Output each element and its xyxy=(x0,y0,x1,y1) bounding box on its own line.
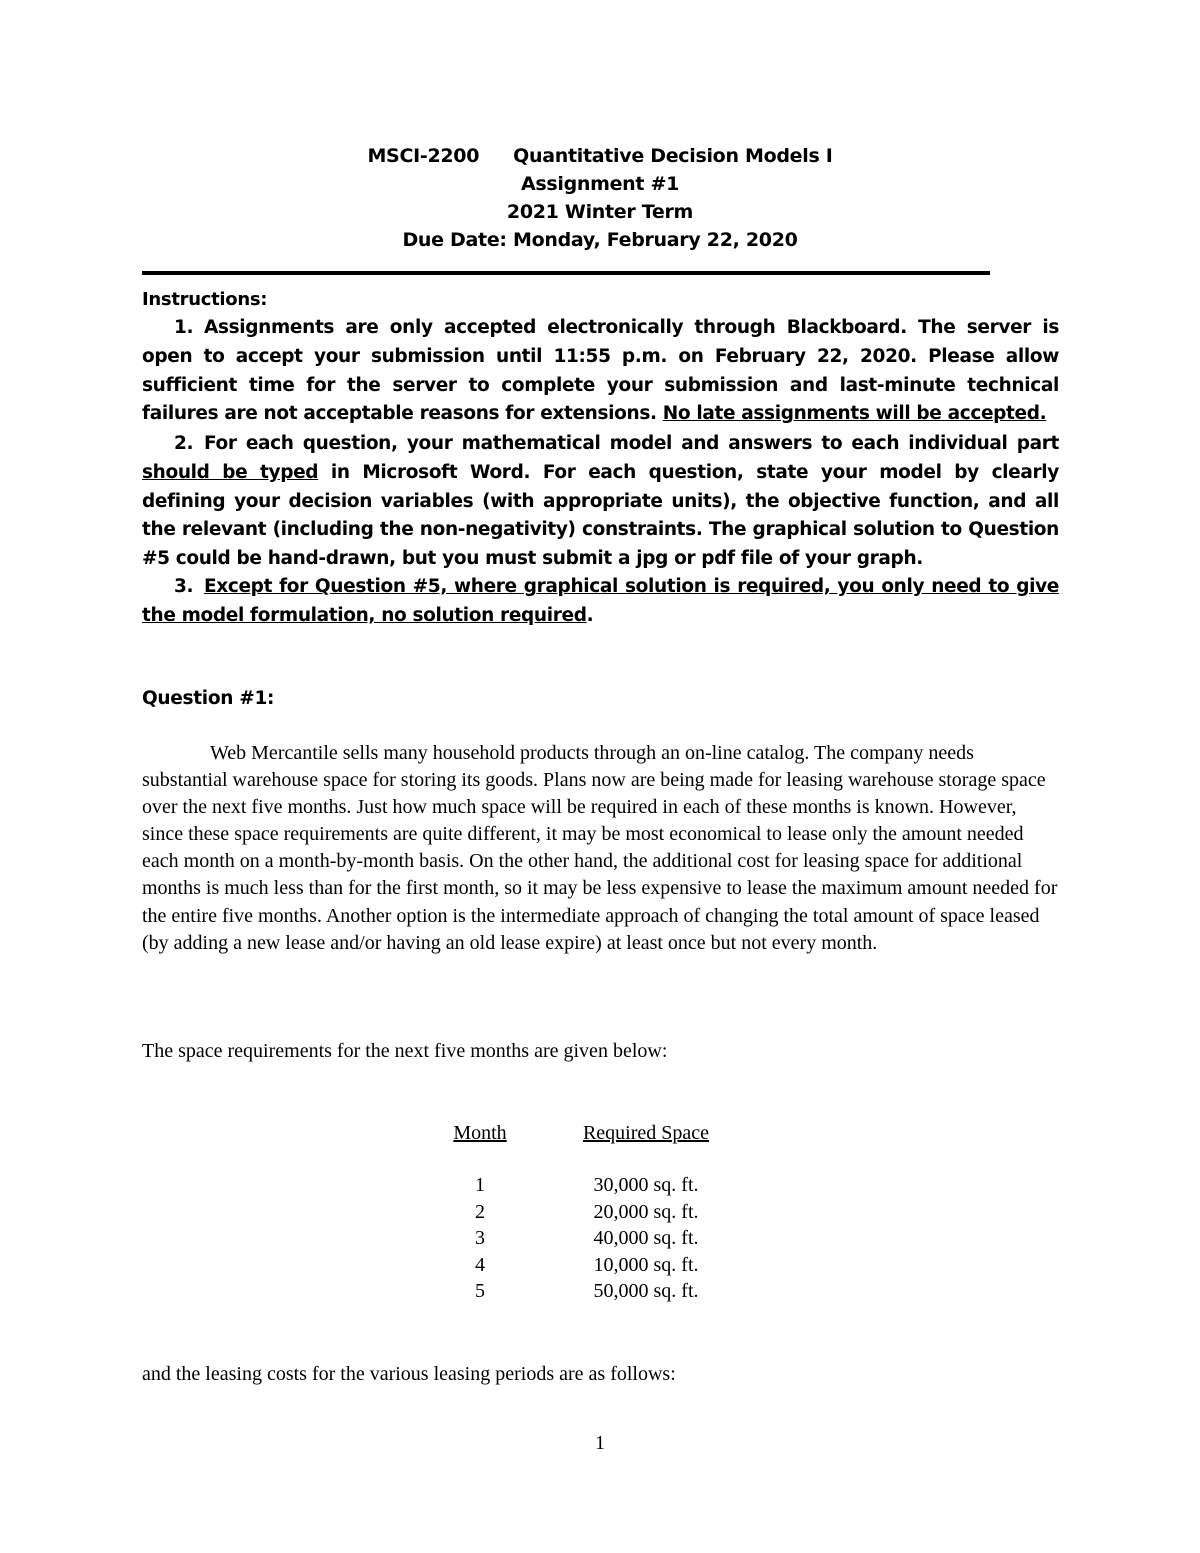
instruction-underlined: No late assignments will be accepted. xyxy=(662,403,1047,425)
requirements-intro: The space requirements for the next five months are given below: xyxy=(142,1040,668,1062)
instruction-number: 2. xyxy=(174,433,194,454)
table-cell-space: 20,000 sq. ft. xyxy=(593,1200,699,1223)
instruction-number: 1. xyxy=(174,317,194,338)
instruction-text-cont: . xyxy=(586,604,594,626)
question-1-text: Web Mercantile sells many household products through an on-line catalog. The company needs substantial warehouse space for storing its goods. Plans now are being made for leasing warehouse storage space over the next five months. Just how much space will be required in each of these months is known. However, since these space requirements are quite different, it may be most economical to lease only the amount needed each month on a month-by-month basis. On the other hand, the additional cost for leasing space for additional months is much less than for the first month, so it may be less expensive to lease the maximum amount needed for the entire five months. Another option is the intermediate approach of changing the total amount of space leased (by adding a new lease and/or having an old lease expire) at least once but not every month. xyxy=(142,742,1058,954)
table-cell-space: 30,000 sq. ft. xyxy=(593,1174,699,1196)
space-column xyxy=(546,1120,746,1305)
assignment-title: Assignment #1 xyxy=(520,173,680,195)
table-cell-month: 1 xyxy=(475,1174,485,1196)
instruction-text: For each question, your mathematical model and answers to each individual part xyxy=(204,433,1059,454)
instruction-text: Assignments are only accepted electronically through Blackboard. The server is open to accept your submission until 11:55 p.m. on February 22, 2020. Please allow sufficient time for the server to complete your submission and last-minute technical failures are not acceptable reasons for extensions. xyxy=(142,317,1059,425)
table-cell-space: 40,000 sq. ft. xyxy=(593,1227,699,1250)
instruction-item-2 xyxy=(142,430,1059,574)
course-heading xyxy=(0,145,1200,167)
instruction-item-1 xyxy=(142,314,1059,429)
table-header-month: Month xyxy=(453,1122,507,1144)
table-cell-month: 4 xyxy=(475,1253,485,1276)
table-cell-month: 3 xyxy=(475,1227,485,1250)
table-header-space: Required Space xyxy=(582,1122,710,1144)
course-title: Quantitative Decision Models I xyxy=(513,145,833,167)
table-cell-month: 5 xyxy=(475,1280,485,1303)
course-code: MSCI-2200 xyxy=(367,145,480,167)
table-cell-month: 2 xyxy=(475,1200,485,1223)
instruction-underlined: should be typed xyxy=(142,461,319,483)
term: 2021 Winter Term xyxy=(506,201,694,223)
table-cell-space: 50,000 sq. ft. xyxy=(593,1280,699,1303)
page-number: 1 xyxy=(595,1432,605,1454)
question-1-heading: Question #1: xyxy=(142,688,275,709)
instruction-underlined: Except for Question #5, where graphical solution is required, you only need to give the model formulation, no solution required xyxy=(142,576,1059,626)
instructions-heading: Instructions: xyxy=(142,289,268,310)
instruction-number: 3. xyxy=(174,576,194,597)
question-1-paragraph xyxy=(142,740,1060,957)
instruction-text-cont: in Microsoft Word. For each question, state your model by clearly defining your decision variables (with appropriate units), the objective function, and all the relevant (including the non-negativity) constraints. The graphical solution to Question #5 could be hand-drawn, but you must submit a jpg or pdf file of your graph. xyxy=(142,461,1059,570)
table-cell-space: 10,000 sq. ft. xyxy=(593,1253,699,1276)
header-divider xyxy=(142,271,990,275)
due-date: Due Date: Monday, February 22, 2020 xyxy=(402,229,798,251)
leasing-intro: and the leasing costs for the various leasing periods are as follows: xyxy=(142,1363,676,1385)
instruction-item-3 xyxy=(142,573,1059,631)
